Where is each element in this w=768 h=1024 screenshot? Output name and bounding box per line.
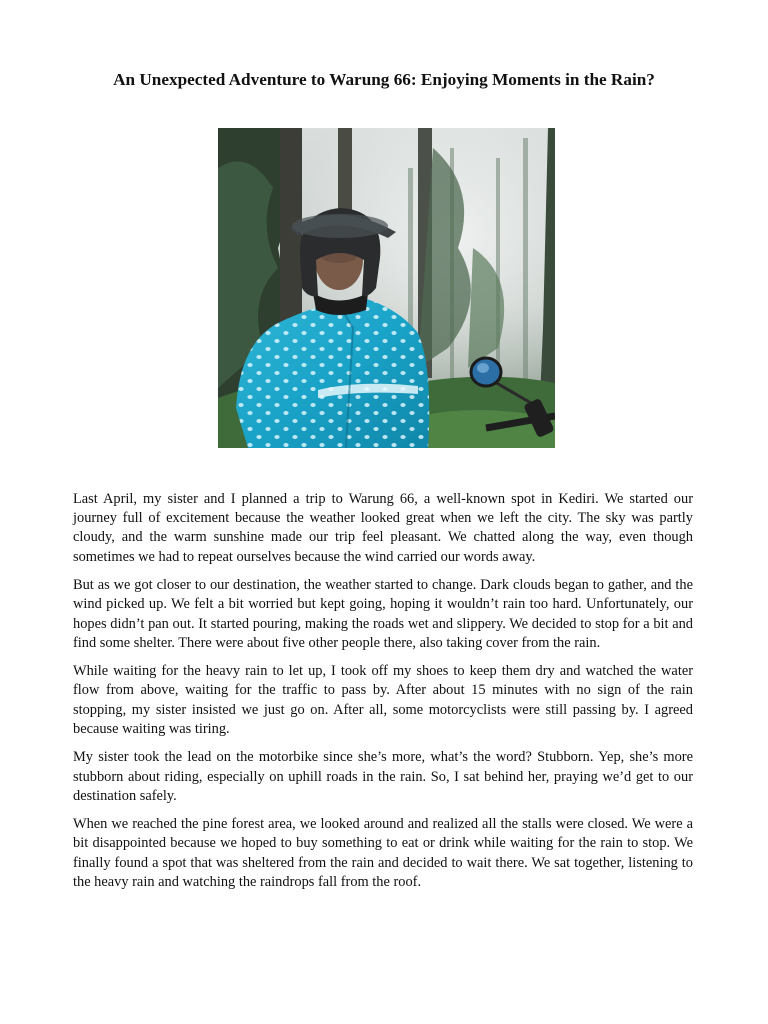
paragraph: When we reached the pine forest area, we looked around and realized all the stalls were closed. We were a bit disappointed because we hoped to buy something to eat or drink while waiting for the rain to stop. We finally found a spot that was sheltered from the rain and decided to wait there. We sat together, listening to the heavy rain and watching the raindrops fall from the roof.: [73, 816, 693, 890]
photo-illustration: [218, 128, 555, 448]
person-in-raincoat-photo: [218, 128, 555, 448]
article-body: [73, 490, 693, 901]
page-title: An Unexpected Adventure to Warung 66: Enjoying Moments in the Rain?: [113, 70, 655, 89]
paragraph: But as we got closer to our destination, the weather started to change. Dark clouds began to gather, and the wind picked up. We felt a bit worried but kept going, hoping it wouldn’t rain too hard. Unfortunately, our hopes didn’t pan out. It started pouring, making the roads wet and slippery. We decided to stop for a bit and find some shelter. There were about five other people there, also taking cover from the rain.: [73, 577, 693, 651]
paragraph: While waiting for the heavy rain to let up, I took off my shoes to keep them dry and watched the water flow from above, waiting for the traffic to pass by. After about 15 minutes with no sign of the rain stopping, my sister insisted we just go on. After all, some motorcyclists were still passing by. I agreed because waiting was tiring.: [73, 663, 693, 737]
paragraph: My sister took the lead on the motorbike since she’s more, what’s the word? Stubborn. Yep, she’s more stubborn about riding, especially on uphill roads in the rain. So, I sat behind her, praying we’d get to our destination safely.: [73, 749, 693, 804]
paragraph: Last April, my sister and I planned a trip to Warung 66, a well-known spot in Kediri. We started our journey full of excitement because the weather looked great when we left the city. The sky was partly cloudy, and the warm sunshine made our trip feel pleasant. We chatted along the way, even though sometimes we had to repeat ourselves because the wind carried our words away.: [73, 491, 693, 565]
